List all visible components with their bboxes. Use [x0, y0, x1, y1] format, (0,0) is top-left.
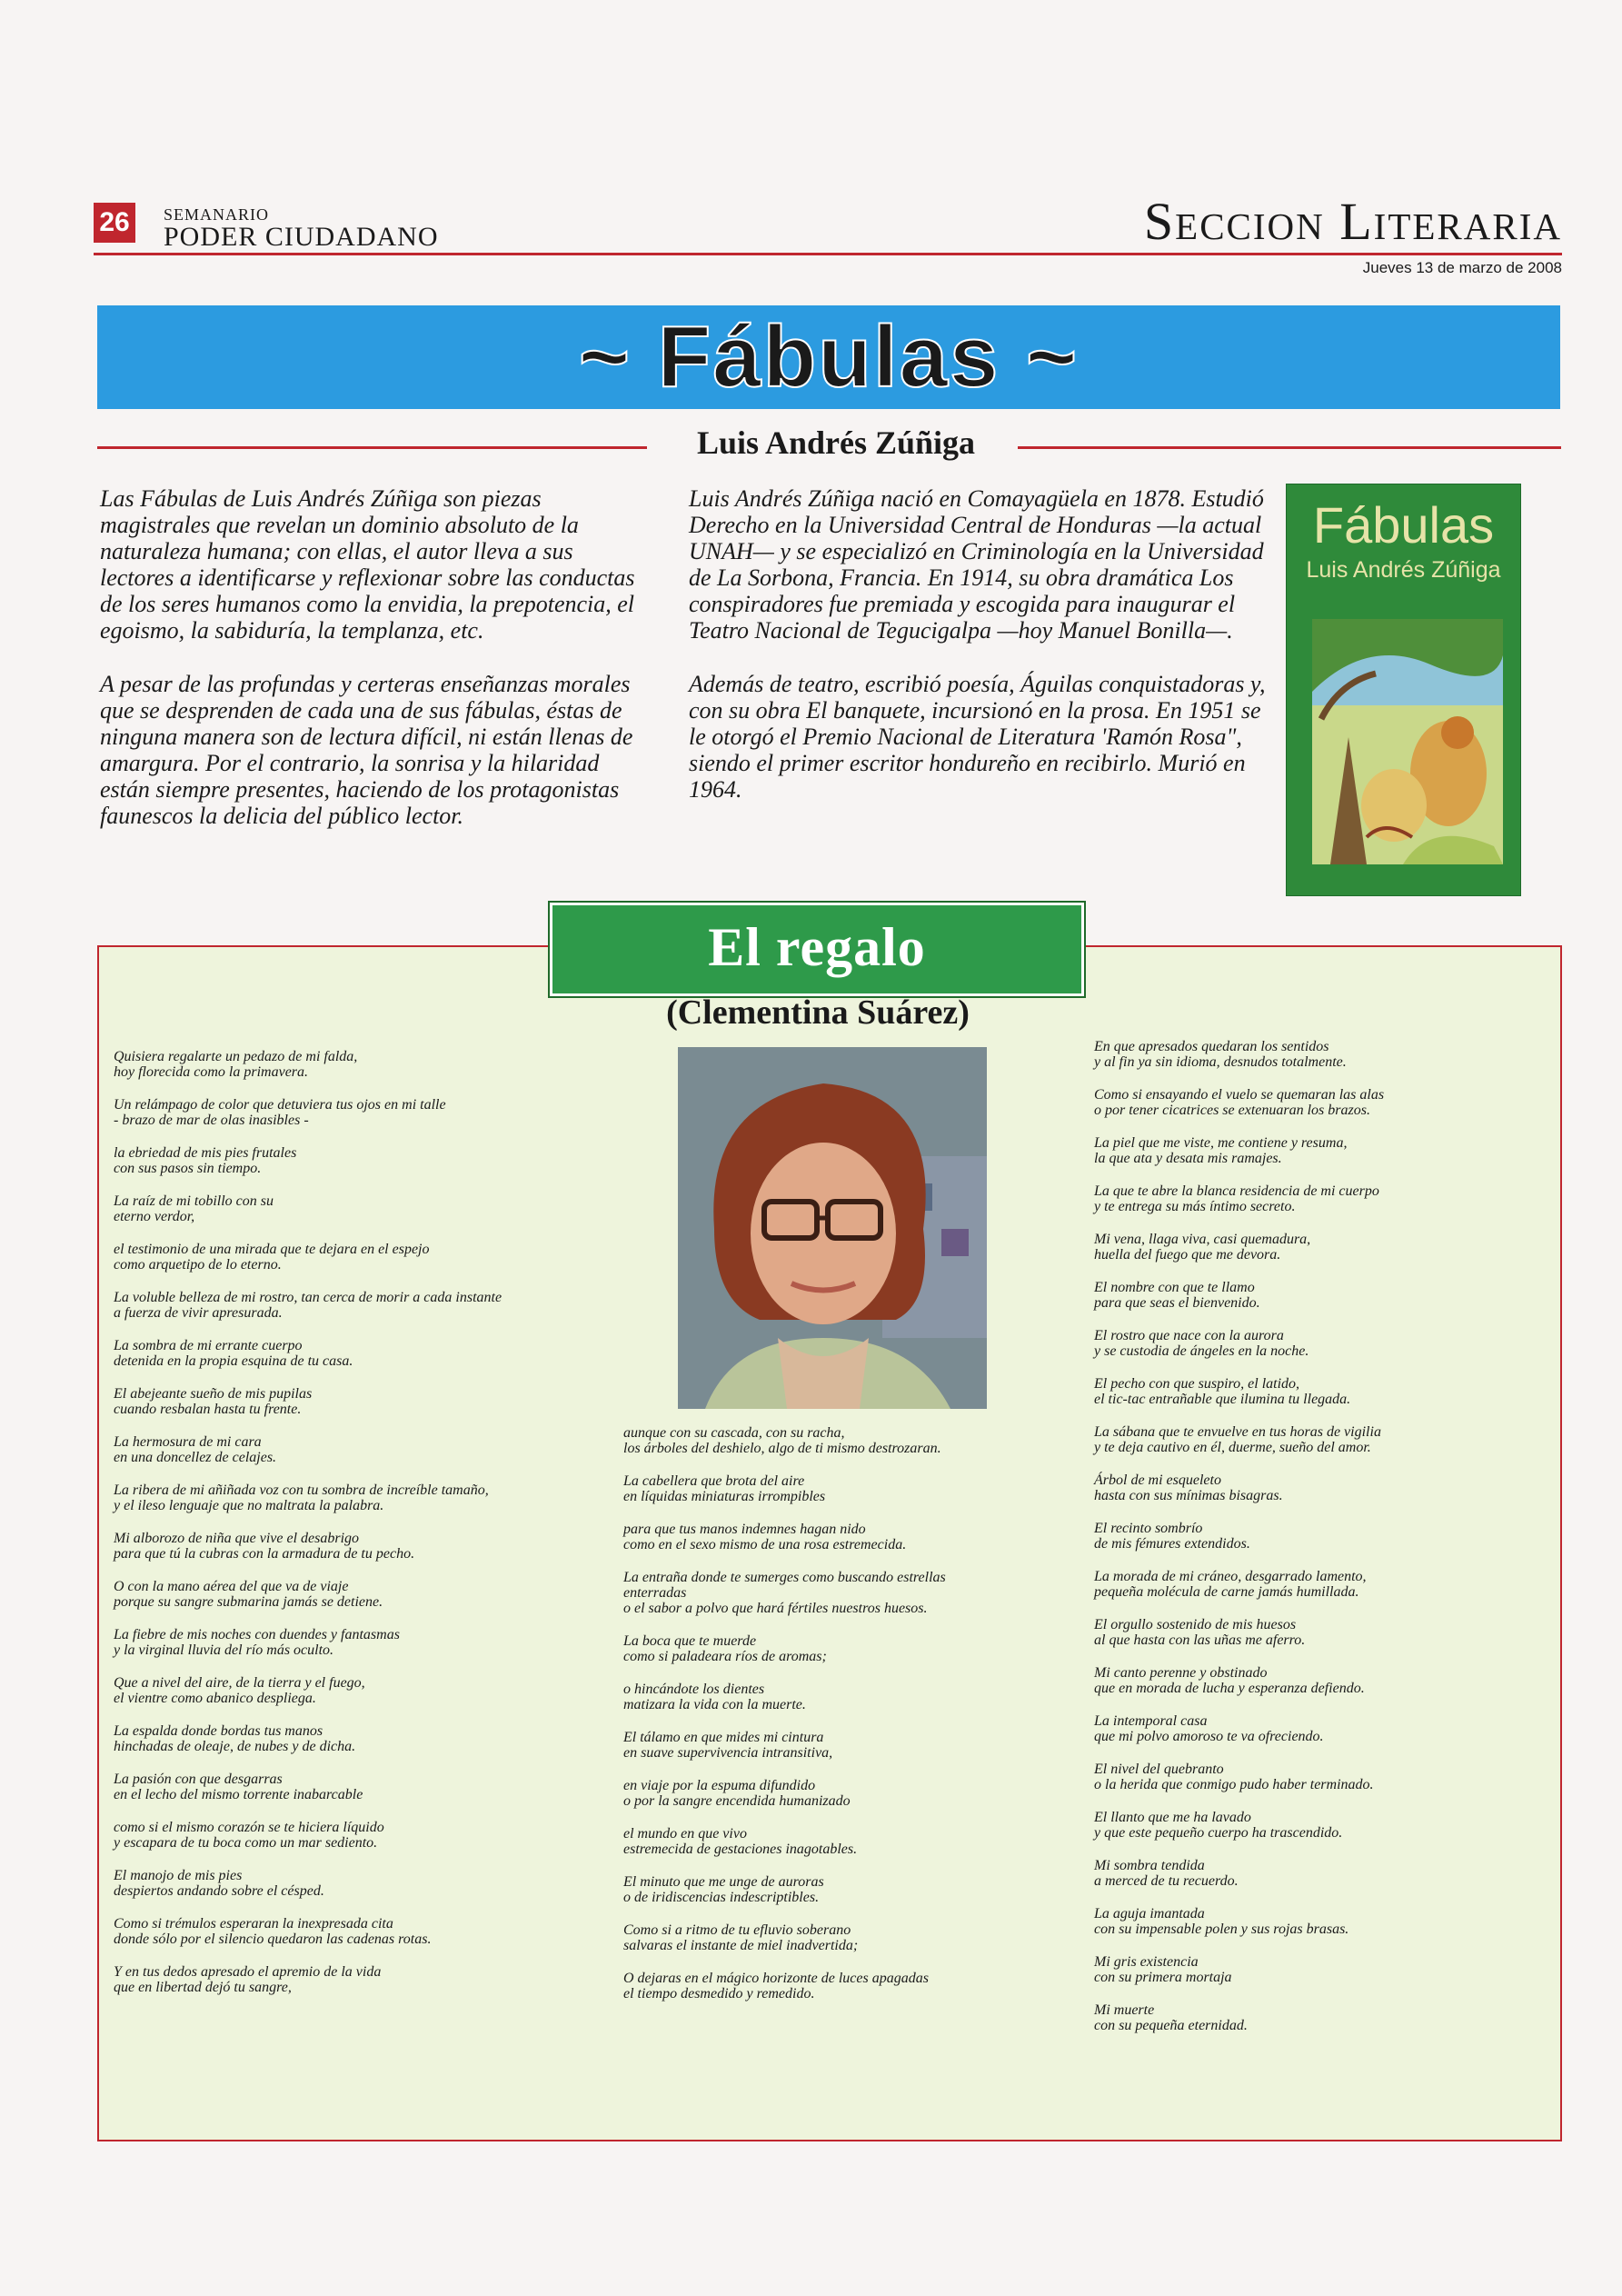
cover-title: Fábulas — [1312, 496, 1495, 554]
stanza: La que te abre la blanca residencia de mi cuerpo y te entrega su más íntimo secreto. — [1094, 1183, 1379, 1214]
poem-column-3 — [1094, 1039, 1548, 2051]
stanza: el mundo en que vivo estremecida de gestaciones inagotables. — [623, 1826, 858, 1857]
stanza: La pasión con que desgarras en el lecho del mismo torrente inabarcable — [114, 1772, 363, 1802]
section-title: Seccion Literaria — [1143, 192, 1562, 251]
cover-illustration — [1312, 619, 1503, 864]
stanza: la ebriedad de mis pies frutales con sus pasos sin tiempo. — [114, 1145, 297, 1176]
author-rule-left — [97, 446, 647, 449]
stanza: Mi vena, llaga viva, casi quemadura, huella del fuego que me devora. — [1094, 1232, 1311, 1263]
stanza: La fiebre de mis noches con duendes y fantasmas y la virginal lluvia del río más oculto. — [114, 1627, 400, 1658]
banner-title: ~ Fábulas ~ — [578, 308, 1080, 405]
stanza: El tálamo en que mides mi cintura en suave supervivencia intransitiva, — [623, 1730, 833, 1761]
stanza: El manojo de mis pies despiertos andando sobre el césped. — [114, 1868, 324, 1899]
stanza: aunque con su cascada, con su racha, los árboles del deshielo, algo de ti mismo destrozaran. — [623, 1425, 941, 1456]
stanza: Que a nivel del aire, de la tierra y el fuego, el vientre como abanico despliega. — [114, 1675, 365, 1706]
author-name: Luis Andrés Zúñiga — [696, 424, 976, 461]
stanza: O con la mano aérea del que va de viaje porque su sangre submarina jamás se detiene. — [114, 1579, 383, 1610]
stanza: La aguja imantada con su impensable polen y sus rojas brasas. — [1094, 1906, 1349, 1937]
book-cover — [1287, 484, 1520, 895]
poem-column-2 — [623, 1425, 1078, 2019]
stanza: Mi alborozo de niña que vive el desabrigo para que tú la cubras con la armadura de tu pecho. — [114, 1531, 415, 1562]
stanza: para que tus manos indemnes hagan nido como en el sexo mismo de una rosa estremecida. — [623, 1522, 907, 1552]
stanza: Mi canto perenne y obstinado que en morada de lucha y esperanza defiendo. — [1094, 1665, 1365, 1696]
stanza: La intemporal casa que mi polvo amoroso te va ofreciendo. — [1094, 1713, 1324, 1744]
poem-title: El regalo — [708, 917, 926, 977]
poem-title-band — [550, 903, 1084, 996]
issue-date: Jueves 13 de marzo de 2008 — [1362, 259, 1562, 276]
stanza: O dejaras en el mágico horizonte de luces apagadas el tiempo desmedido y remedido. — [623, 1971, 929, 2002]
stanza: El abejeante sueño de mis pupilas cuando resbalan hasta tu frente. — [114, 1386, 313, 1417]
stanza: el testimonio de una mirada que te dejara en el espejo como arquetipo de lo eterno. — [114, 1242, 430, 1273]
stanza: Árbol de mi esqueleto hasta con sus mínimas bisagras. — [1094, 1472, 1283, 1503]
title-banner — [97, 305, 1560, 409]
stanza: Quisiera regalarte un pedazo de mi falda, hoy florecida como la primavera. — [114, 1049, 358, 1080]
stanza: Como si trémulos esperaran la inexpresada cita donde sólo por el silencio quedaron las cadenas rotas. — [114, 1916, 432, 1947]
intro-paragraph: Las Fábulas de Luis Andrés Zúñiga son piezas magistrales que revelan un dominio absoluto de la naturaleza humana; con ellas, el autor lleva a sus lectores a identificarse y reflexionar sobre las conductas de los seres humanos como la envidia, la prepotencia, el egoismo, la sabiduría, la templanza, etc. — [100, 485, 635, 644]
publication-label: SEMANARIO — [164, 205, 270, 224]
stanza: Como si ensayando el vuelo se quemaran las alas o por tener cicatrices se extenuaran los brazos. — [1094, 1087, 1385, 1118]
intro-column-2 — [689, 485, 1270, 830]
page-number: 26 — [94, 203, 135, 243]
stanza: o hincándote los dientes matizara la vida con la muerte. — [623, 1682, 806, 1712]
stanza: La morada de mi cráneo, desgarrado lamento, pequeña molécula de carne jamás humillada. — [1094, 1569, 1367, 1600]
stanza: El rostro que nace con la aurora y se custodia de ángeles en la noche. — [1094, 1328, 1309, 1359]
header-rule — [94, 253, 1562, 255]
intro-column-1 — [100, 485, 636, 856]
poet-portrait — [678, 1047, 987, 1409]
stanza: La entraña donde te sumerges como buscando estrellas enterradas o el sabor a polvo que hará fértiles nuestros huesos. — [623, 1570, 946, 1616]
stanza: El pecho con que suspiro, el latido, el tic-tac entrañable que ilumina tu llegada. — [1094, 1376, 1351, 1407]
author-rule-right — [1018, 446, 1561, 449]
stanza: El recinto sombrío de mis fémures extendidos. — [1094, 1521, 1250, 1552]
intro-paragraph: Luis Andrés Zúñiga nació en Comayagüela en 1878. Estudió Derecho en la Universidad Central de Honduras —la actual UNAH— y se especializó en Criminología en la Universidad de La Sorbona, Francia. En 1914, su obra dramática Los conspiradores fue premiada y escogida para inaugurar el Teatro Nacional de Tegucigalpa —hoy Manuel Bonilla—. — [689, 485, 1264, 644]
publication-name: PODER CIUDADANO — [164, 222, 439, 252]
stanza: El nombre con que te llamo para que seas el bienvenido. — [1094, 1280, 1260, 1311]
stanza: La sábana que te envuelve en tus horas de vigilia y te deja cautivo en él, duerme, sueño del amor. — [1094, 1424, 1381, 1455]
stanza: La cabellera que brota del aire en líquidas miniaturas irrompibles — [623, 1473, 826, 1504]
stanza: La boca que te muerde como si paladeara ríos de aromas; — [623, 1633, 827, 1664]
stanza: Mi gris existencia con su primera mortaja — [1094, 1954, 1232, 1985]
stanza: Y en tus dedos apresado el apremio de la vida que en libertad dejó tu sangre, — [114, 1964, 382, 1995]
stanza: La ribera de mi añiñada voz con tu sombra de increíble tamaño, y el ileso lenguaje que no maltrata la palabra. — [114, 1482, 489, 1513]
stanza: La voluble belleza de mi rostro, tan cerca de morir a cada instante a fuerza de vivir apresurada. — [114, 1290, 503, 1321]
intro-paragraph: Además de teatro, escribió poesía, Águilas conquistadoras y, con su obra El banquete, incursionó en la prosa. En 1951 se le otorgó el Premio Nacional de Literatura 'Ramón Rosa", siendo el primer escritor hondureño en recibirlo. Murió en 1964. — [689, 671, 1266, 803]
stanza: El llanto que me ha lavado y que este pequeño cuerpo ha trascendido. — [1094, 1810, 1343, 1841]
stanza: El minuto que me unge de auroras o de iridiscencias indescriptibles. — [623, 1874, 824, 1905]
stanza: Como si a ritmo de tu efluvio soberano salvaras el instante de miel inadvertida; — [623, 1922, 859, 1953]
stanza: En que apresados quedaran los sentidos y al fin ya sin idioma, desnudos totalmente. — [1094, 1039, 1347, 1070]
stanza: Mi sombra tendida a merced de tu recuerdo. — [1094, 1858, 1239, 1889]
stanza: La piel que me viste, me contiene y resuma, la que ata y desata mis ramajes. — [1094, 1135, 1348, 1166]
stanza: El nivel del quebranto o la herida que conmigo pudo haber terminado. — [1094, 1762, 1374, 1792]
stanza: como si el mismo corazón se te hiciera líquido y escapara de tu boca como un mar sediento. — [114, 1820, 384, 1851]
stanza: en viaje por la espuma difundido o por la sangre encendida humanizado — [623, 1778, 851, 1809]
stanza: La sombra de mi errante cuerpo detenida en la propia esquina de tu casa. — [114, 1338, 353, 1369]
cover-author: Luis Andrés Zúñiga — [1306, 557, 1501, 583]
stanza: El orgullo sostenido de mis huesos al que hasta con las uñas me aferro. — [1094, 1617, 1306, 1648]
stanza: Mi muerte con su pequeña eternidad. — [1094, 2002, 1248, 2033]
poem-column-1 — [114, 1049, 622, 2012]
stanza: La hermosura de mi cara en una doncellez de celajes. — [114, 1434, 277, 1465]
stanza: Un relámpago de color que detuviera tus ojos en mi talle - brazo de mar de olas inasibles - — [114, 1097, 446, 1128]
stanza: La raíz de mi tobillo con su eterno verdor, — [114, 1193, 274, 1224]
stanza: La espalda donde bordas tus manos hinchadas de oleaje, de nubes y de dicha. — [114, 1723, 356, 1754]
intro-paragraph: A pesar de las profundas y certeras enseñanzas morales que se desprenden de cada una de sus fábulas, éstas de ninguna manera son de lectura difícil, ni están llenas de amargura. Por el contrario, la sonrisa y la hilaridad están siempre presentes, haciendo de los protagonistas faunescos la delicia del público lector. — [100, 671, 633, 829]
poet-name: (Clementina Suárez) — [666, 993, 970, 1032]
